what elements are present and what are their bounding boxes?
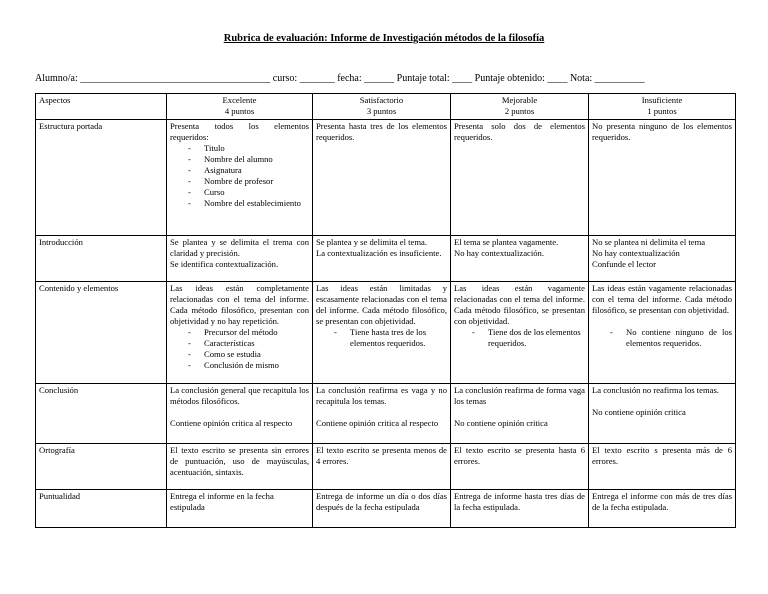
list-item: - Nombre del alumno xyxy=(188,154,309,165)
document-title: Rubrica de evaluación: Informe de Investigación métodos de la filosofía xyxy=(223,33,545,44)
header-insuficiente: Insuficiente 1 puntos xyxy=(589,94,736,120)
cell-satisfactorio: Se plantea y se delimita el tema. La contextualización es insuficiente. xyxy=(313,236,451,282)
cell-insuficiente: La conclusión no reafirma los temas. No contiene opinión critica xyxy=(589,384,736,444)
row-conclusion xyxy=(36,384,736,444)
cell-mejorable: Las ideas están vagamente relacionadas con el tema del informe. Cada método filosófico, se presentan con objetividad. - Tiene dos de los elementos requeridos. xyxy=(451,282,589,384)
row-contenido xyxy=(36,282,736,384)
row-introduccion xyxy=(36,236,736,282)
list-item: - Curso xyxy=(188,187,309,198)
header-row xyxy=(36,94,736,120)
cell-satisfactorio: El texto escrito se presenta menos de 4 errores. xyxy=(313,444,451,490)
list-item: - Nombre del establecimiento xyxy=(188,198,309,209)
cell-excelente: Las ideas están completamente relacionadas con el tema del informe. Cada método filosófico, presentan con objetividad y no hay repetición. - Precursor del método - Características - Como se estudia - Conclusión de mismo xyxy=(167,282,313,384)
cell-mejorable: Entrega de informe hasta tres días de la fecha estipulada. xyxy=(451,490,589,528)
row-ortografia xyxy=(36,444,736,490)
cell-insuficiente: El texto escrito s presenta más de 6 errores. xyxy=(589,444,736,490)
rubric-table xyxy=(35,93,736,528)
cell-excelente: Presenta todos los elementos requeridos: - Titulo - Nombre del alumno - Asignatura - Nombre de profesor - Curso - Nombre del establecimiento xyxy=(167,120,313,236)
list-item: - Como se estudia xyxy=(188,349,309,360)
list-item: - Nombre de profesor xyxy=(188,176,309,187)
aspect-cell: Introducción xyxy=(36,236,167,282)
cell-insuficiente: Entrega el informe con más de tres días de la fecha estipulada. xyxy=(589,490,736,528)
list-item: - Asignatura xyxy=(188,165,309,176)
row-puntualidad xyxy=(36,490,736,528)
list-item: - No contiene ninguno de los elementos requeridos. xyxy=(610,327,732,349)
aspect-cell: Ortografía xyxy=(36,444,167,490)
cell-excelente: La conclusión general que recapitula los métodos filosóficos. Contiene opinión critica al respecto xyxy=(167,384,313,444)
cell-insuficiente: Las ideas están vagamente relacionadas con el tema del informe. Cada método filosófico, se presentan con objetividad. - No contiene ninguno de los elementos requeridos. xyxy=(589,282,736,384)
cell-satisfactorio: La conclusión reafirma es vaga y no recapitula los temas. Contiene opinión critica al respecto xyxy=(313,384,451,444)
aspect-cell: Conclusión xyxy=(36,384,167,444)
list-item: - Tiene dos de los elementos requeridos. xyxy=(472,327,585,349)
cell-mejorable: El tema se plantea vagamente. No hay contextualización. xyxy=(451,236,589,282)
cell-insuficiente: No se plantea ni delimita el tema No hay contextualización Confunde el lector xyxy=(589,236,736,282)
student-info-line: Alumno/a: ______________________________________ curso: _______ fecha: ______ Puntaje total: ____ Puntaje obtenido: ____ Nota: __________ xyxy=(35,73,645,84)
cell-mejorable: La conclusión reafirma de forma vaga los temas No contiene opinión critica xyxy=(451,384,589,444)
cell-excelente: El texto escrito se presenta sin errores de puntuación, uso de mayúsculas, acentuación, sintaxis. xyxy=(167,444,313,490)
list-item: - Conclusión de mismo xyxy=(188,360,309,371)
aspect-cell: Contenido y elementos xyxy=(36,282,167,384)
list-item: - Tiene hasta tres de los elementos requeridos. xyxy=(334,327,447,349)
aspect-cell: Puntualidad xyxy=(36,490,167,528)
cell-satisfactorio: Las ideas están limitadas y escasamente relacionadas con el tema del informe. Cada método filosófico, se presentan con objetividad. - Tiene hasta tres de los elementos requeridos. xyxy=(313,282,451,384)
list-item: - Precursor del método xyxy=(188,327,309,338)
cell-excelente: Se plantea y se delimita el trema con claridad y precisión. Se identifica contextualización. xyxy=(167,236,313,282)
list-item: - Características xyxy=(188,338,309,349)
list-item: - Titulo xyxy=(188,143,309,154)
aspect-cell: Estructura portada xyxy=(36,120,167,236)
header-mejorable: Mejorable 2 puntos xyxy=(451,94,589,120)
cell-excelente: Entrega el informe en la fecha estipulada xyxy=(167,490,313,528)
cell-satisfactorio: Presenta hasta tres de los elementos requeridos. xyxy=(313,120,451,236)
row-estructura-portada xyxy=(36,120,736,236)
cell-mejorable: El texto escrito se presenta hasta 6 errores. xyxy=(451,444,589,490)
cell-satisfactorio: Entrega de informe un día o dos días después de la fecha estipulada xyxy=(313,490,451,528)
header-satisfactorio: Satisfactorio 3 puntos xyxy=(313,94,451,120)
cell-insuficiente: No presenta ninguno de los elementos requeridos. xyxy=(589,120,736,236)
cell-mejorable: Presenta solo dos de elementos requeridos. xyxy=(451,120,589,236)
header-aspect: Aspectos xyxy=(36,94,167,120)
header-excelente: Excelente 4 puntos xyxy=(167,94,313,120)
